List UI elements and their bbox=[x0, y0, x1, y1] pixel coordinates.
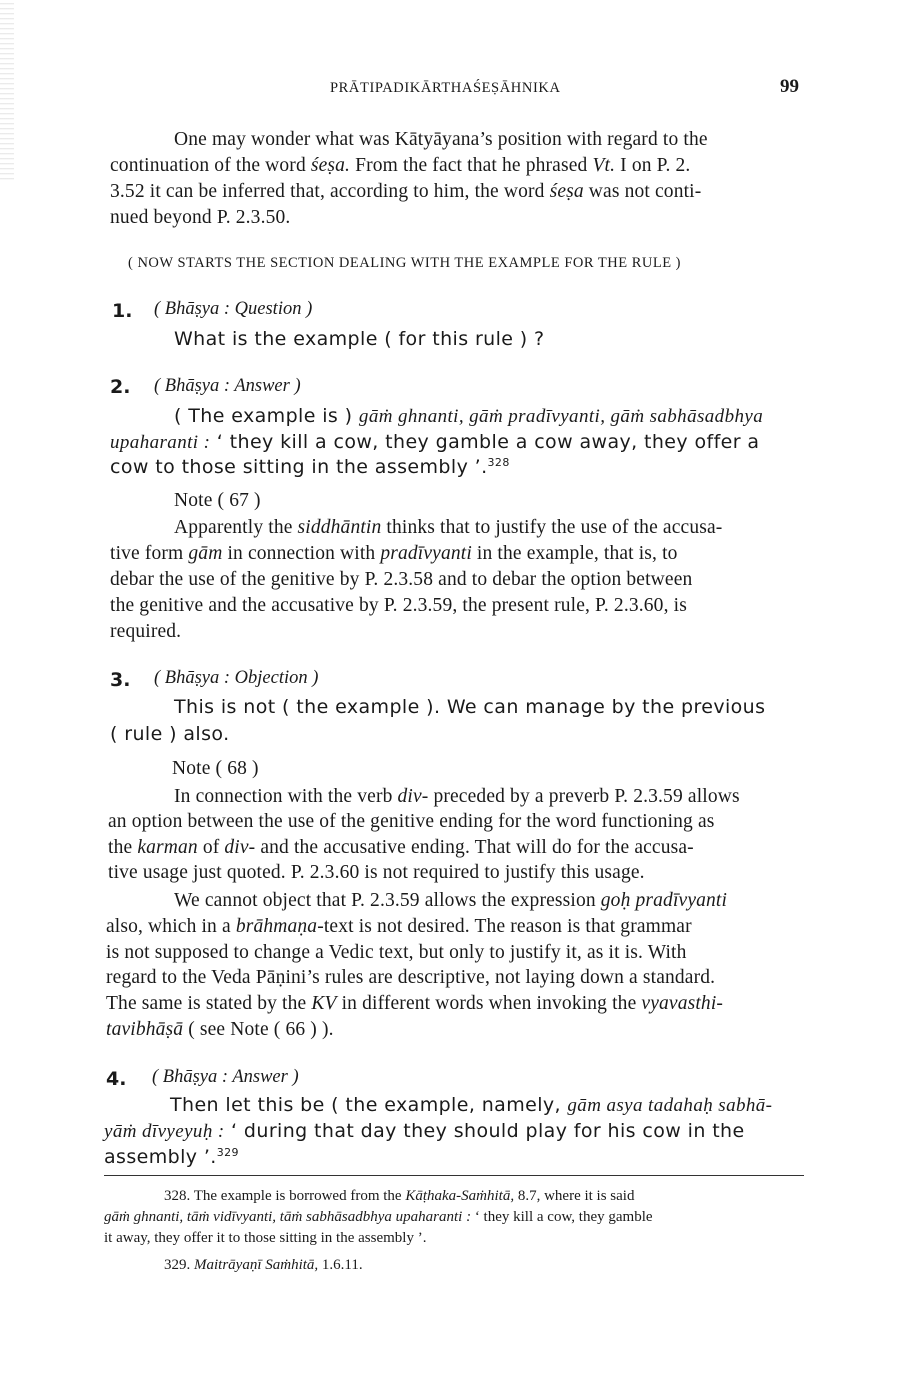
section-heading: ( NOW STARTS THE SECTION DEALING WITH THE EXAMPLE FOR THE RULE ) bbox=[128, 255, 682, 271]
note-68-para2-line-4: regard to the Veda Pāṇini’s rules are descriptive, not laying down a standard. bbox=[106, 967, 716, 988]
note-68-heading: Note ( 68 ) bbox=[172, 758, 259, 779]
section-1-label: ( Bhāṣya : Question ) bbox=[154, 299, 313, 319]
note-67-line-4: the genitive and the accusative by P. 2.3.59, the present rule, P. 2.3.60, is bbox=[110, 595, 687, 616]
note-68-para2-line-5: The same is stated by the KV in different words when invoking the vyavasthi- bbox=[106, 993, 724, 1014]
footnote-329: 329. Maitrāyaṇī Saṁhitā, 1.6.11. bbox=[164, 1257, 363, 1273]
note-67-line-2: tive form gām in connection with pradīvyanti in the example, that is, to bbox=[110, 543, 678, 564]
section-4-line-3: assembly ’.$^{329}$ bbox=[104, 1146, 239, 1168]
scan-edge-noise bbox=[0, 0, 14, 180]
note-67-line-5: required. bbox=[110, 621, 182, 642]
section-1-text: What is the example ( for this rule ) ? bbox=[174, 328, 545, 350]
section-4-number: 4. bbox=[106, 1068, 127, 1090]
section-1-number: 1. bbox=[112, 300, 133, 322]
intro-line-2: continuation of the word śeṣa. From the fact that he phrased Vt. I on P. 2. bbox=[110, 155, 691, 176]
section-3-label: ( Bhāṣya : Objection ) bbox=[154, 668, 319, 688]
footnote-ref-329: 329 bbox=[216, 1146, 239, 1159]
section-2-number: 2. bbox=[110, 376, 131, 398]
note-67-line-1: Apparently the siddhāntin thinks that to justify the use of the accusa- bbox=[174, 517, 723, 538]
section-2-label: ( Bhāṣya : Answer ) bbox=[154, 376, 301, 396]
intro-line-4: nued beyond P. 2.3.50. bbox=[110, 207, 291, 228]
section-4-line-2: yāṁ dīvyeyuḥ : ‘ during that day they should play for his cow in the bbox=[104, 1120, 745, 1142]
page-number: 99 bbox=[780, 76, 799, 97]
note-67-line-3: debar the use of the genitive by P. 2.3.58 and to debar the option between bbox=[110, 569, 693, 590]
intro-line-1: One may wonder what was Kātyāyana’s position with regard to the bbox=[174, 129, 708, 150]
section-2-line-2: upaharanti : ‘ they kill a cow, they gamble a cow away, they offer a bbox=[110, 431, 760, 453]
note-68-para2-line-2: also, which in a brāhmaṇa-text is not desired. The reason is that grammar bbox=[106, 916, 692, 937]
section-3-line-1: This is not ( the example ). We can manage by the previous bbox=[174, 696, 766, 718]
note-68-line-4: tive usage just quoted. P. 2.3.60 is not required to justify this usage. bbox=[108, 862, 645, 883]
section-3-line-2: ( rule ) also. bbox=[110, 723, 230, 745]
note-68-line-2: an option between the use of the genitive ending for the word functioning as bbox=[108, 811, 715, 832]
section-3-number: 3. bbox=[110, 669, 131, 691]
section-4-label: ( Bhāṣya : Answer ) bbox=[152, 1067, 299, 1087]
note-68-para2-line-3: is not supposed to change a Vedic text, but only to justify it, as it is. With bbox=[106, 942, 687, 963]
note-68-para2-line-1: We cannot object that P. 2.3.59 allows the expression goḥ pradīvyanti bbox=[174, 890, 728, 911]
note-67-heading: Note ( 67 ) bbox=[174, 490, 261, 511]
section-2-line-3: cow to those sitting in the assembly ’.$^{328}$ bbox=[110, 456, 510, 478]
note-68-line-1: In connection with the verb div- preceded by a preverb P. 2.3.59 allows bbox=[174, 786, 740, 807]
footnote-328-line-2: gāṁ ghnanti, tāṁ vidīvyanti, tāṁ sabhāsadbhya upaharanti : ‘ they kill a cow, they gamble bbox=[104, 1209, 653, 1225]
footnote-ref-328: 328 bbox=[487, 456, 510, 469]
footnote-divider bbox=[104, 1175, 804, 1176]
note-68-line-3: the karman of div- and the accusative ending. That will do for the accusa- bbox=[108, 837, 694, 858]
section-2-line-1: ( The example is ) gāṁ ghnanti, gāṁ pradīvyanti, gāṁ sabhāsadbhya bbox=[174, 405, 764, 427]
footnote-328-line-1: 328. The example is borrowed from the Kāṭhaka-Saṁhitā, 8.7, where it is said bbox=[164, 1188, 635, 1204]
running-title: PRĀTIPADIKĀRTHAŚEṢĀHNIKA bbox=[330, 80, 561, 96]
note-68-para2-line-6: tavibhāṣā ( see Note ( 66 ) ). bbox=[106, 1019, 334, 1040]
footnote-328-line-3: it away, they offer it to those sitting in the assembly ’. bbox=[104, 1230, 427, 1246]
section-4-line-1: Then let this be ( the example, namely, gām asya tadahaḥ sabhā- bbox=[170, 1094, 773, 1116]
intro-line-3: 3.52 it can be inferred that, according to him, the word śeṣa was not conti- bbox=[110, 181, 702, 202]
